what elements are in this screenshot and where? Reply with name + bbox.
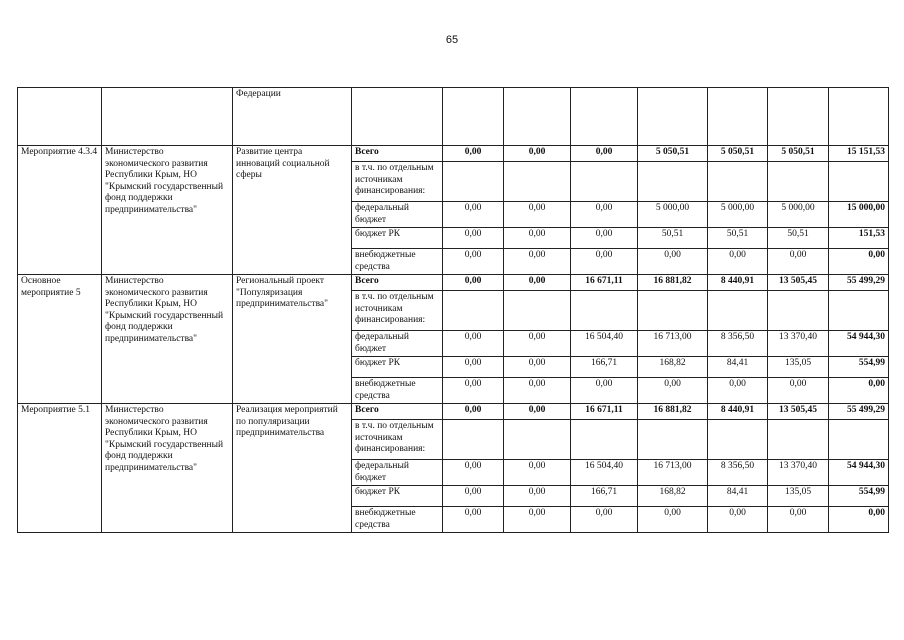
year-value-cell: 0,00: [504, 486, 571, 507]
year-value-cell: [768, 291, 829, 331]
funding-source-cell: внебюджетные средства: [352, 249, 443, 275]
carryover-row: [18, 88, 889, 146]
year-value-cell: [504, 420, 571, 460]
year-value-cell: [638, 420, 708, 460]
year-value-cell: 0,00: [571, 378, 638, 404]
year-value-cell: 0,00: [571, 228, 638, 249]
year-value-cell: [638, 291, 708, 331]
project-cell: Региональный проект "Популяризация предпринимательства": [233, 275, 352, 404]
event-cell: Основное мероприятие 5: [18, 275, 102, 404]
year-value-cell: 0,00: [443, 331, 504, 357]
year-value-cell: 0,00: [504, 228, 571, 249]
year-value-cell: 0,00: [443, 249, 504, 275]
funding-source-cell: Всего: [352, 146, 443, 162]
funding-source-cell: бюджет РК: [352, 228, 443, 249]
year-value-cell: [768, 420, 829, 460]
funding-source-cell: федеральный бюджет: [352, 331, 443, 357]
year-value-cell: 0,00: [768, 507, 829, 533]
event-cell: Мероприятие 4.3.4: [18, 146, 102, 275]
executor-cell: Министерство экономического развития Республики Крым, НО "Крымский государственный фонд поддержки предпринимательства": [102, 404, 233, 533]
year-value-cell: 0,00: [504, 378, 571, 404]
funding-source-cell: внебюджетные средства: [352, 507, 443, 533]
year-value-cell: 16 504,40: [571, 331, 638, 357]
total-value-cell: 54 944,30: [829, 460, 889, 486]
year-value-cell: 5 050,51: [638, 146, 708, 162]
year-value-cell: 0,00: [571, 249, 638, 275]
year-value-cell: 50,51: [708, 228, 768, 249]
year-value-cell: 0,00: [638, 378, 708, 404]
total-value-cell: 15 000,00: [829, 202, 889, 228]
year-value-cell: 0,00: [768, 378, 829, 404]
year-value-cell: 168,82: [638, 357, 708, 378]
year-value-cell: 16 671,11: [571, 275, 638, 291]
year-value-cell: 166,71: [571, 486, 638, 507]
funding-source-cell: федеральный бюджет: [352, 460, 443, 486]
year-value-cell: [708, 162, 768, 202]
year-value-cell: [443, 162, 504, 202]
year-value-cell: 0,00: [443, 275, 504, 291]
year-value-cell: 0,00: [504, 275, 571, 291]
funding-source-cell: бюджет РК: [352, 357, 443, 378]
year-value-cell: 0,00: [638, 507, 708, 533]
year-value-cell: 0,00: [443, 202, 504, 228]
table-row: [18, 404, 889, 420]
total-value-cell: 0,00: [829, 249, 889, 275]
total-value-cell: 0,00: [829, 378, 889, 404]
year-value-cell: 13 370,40: [768, 331, 829, 357]
year-value-cell: 16 881,82: [638, 404, 708, 420]
funding-source-cell: в т.ч. по отдельным источникам финансирования:: [352, 291, 443, 331]
year-value-cell: 13 505,45: [768, 275, 829, 291]
total-value-cell: 554,99: [829, 486, 889, 507]
year-value-cell: 16 713,00: [638, 331, 708, 357]
year-value-cell: 0,00: [504, 146, 571, 162]
total-value-cell: 55 499,29: [829, 404, 889, 420]
total-value-cell: 0,00: [829, 507, 889, 533]
year-value-cell: 168,82: [638, 486, 708, 507]
year-value-cell: 135,05: [768, 486, 829, 507]
year-value-cell: 0,00: [443, 357, 504, 378]
year-value-cell: 16 713,00: [638, 460, 708, 486]
year-value-cell: [768, 162, 829, 202]
funding-source-cell: внебюджетные средства: [352, 378, 443, 404]
year-value-cell: 16 881,82: [638, 275, 708, 291]
funding-source-cell: в т.ч. по отдельным источникам финансирования:: [352, 420, 443, 460]
year-value-cell: 0,00: [504, 507, 571, 533]
year-value-cell: 0,00: [504, 460, 571, 486]
year-value-cell: 8 440,91: [708, 275, 768, 291]
year-value-cell: 0,00: [571, 202, 638, 228]
year-value-cell: 16 504,40: [571, 460, 638, 486]
year-value-cell: [571, 162, 638, 202]
table-row: [18, 275, 889, 291]
year-value-cell: 8 356,50: [708, 331, 768, 357]
year-value-cell: 0,00: [708, 249, 768, 275]
year-value-cell: 5 050,51: [768, 146, 829, 162]
year-value-cell: 8 440,91: [708, 404, 768, 420]
year-value-cell: [443, 420, 504, 460]
funding-source-cell: Всего: [352, 404, 443, 420]
year-value-cell: 16 671,11: [571, 404, 638, 420]
year-value-cell: 5 000,00: [768, 202, 829, 228]
year-value-cell: 13 370,40: [768, 460, 829, 486]
year-value-cell: 0,00: [443, 378, 504, 404]
year-value-cell: 0,00: [768, 249, 829, 275]
carryover-executor-cell: [102, 88, 233, 146]
year-value-cell: 8 356,50: [708, 460, 768, 486]
year-value-cell: 0,00: [443, 404, 504, 420]
event-cell: Мероприятие 5.1: [18, 404, 102, 533]
year-value-cell: 0,00: [443, 507, 504, 533]
budget-table: [17, 87, 889, 533]
page-number: 65: [445, 34, 459, 46]
year-value-cell: 50,51: [638, 228, 708, 249]
total-value-cell: [829, 420, 889, 460]
executor-cell: Министерство экономического развития Республики Крым, НО "Крымский государственный фонд поддержки предпринимательства": [102, 146, 233, 275]
year-value-cell: [443, 291, 504, 331]
funding-source-cell: бюджет РК: [352, 486, 443, 507]
year-value-cell: 5 000,00: [638, 202, 708, 228]
executor-cell: Министерство экономического развития Республики Крым, НО "Крымский государственный фонд поддержки предпринимательства": [102, 275, 233, 404]
year-value-cell: 0,00: [443, 460, 504, 486]
year-value-cell: 0,00: [708, 378, 768, 404]
year-value-cell: [708, 420, 768, 460]
total-value-cell: [829, 291, 889, 331]
year-value-cell: 84,41: [708, 357, 768, 378]
year-value-cell: [504, 291, 571, 331]
total-value-cell: 151,53: [829, 228, 889, 249]
year-value-cell: 13 505,45: [768, 404, 829, 420]
year-value-cell: [571, 291, 638, 331]
carryover-event-cell: [18, 88, 102, 146]
project-cell: Реализация мероприятий по популяризации предпринимательства: [233, 404, 352, 533]
year-value-cell: 0,00: [638, 249, 708, 275]
year-value-cell: 0,00: [708, 507, 768, 533]
year-value-cell: 50,51: [768, 228, 829, 249]
year-value-cell: 5 000,00: [708, 202, 768, 228]
year-value-cell: 0,00: [504, 202, 571, 228]
year-value-cell: 0,00: [571, 146, 638, 162]
total-value-cell: 54 944,30: [829, 331, 889, 357]
total-value-cell: 15 151,53: [829, 146, 889, 162]
year-value-cell: 0,00: [443, 228, 504, 249]
year-value-cell: 0,00: [504, 249, 571, 275]
year-value-cell: [571, 420, 638, 460]
table-row: [18, 146, 889, 162]
year-value-cell: 0,00: [504, 331, 571, 357]
total-value-cell: 554,99: [829, 357, 889, 378]
year-value-cell: [708, 291, 768, 331]
carryover-project-cell: Федерации: [233, 88, 352, 146]
year-value-cell: 0,00: [571, 507, 638, 533]
year-value-cell: 5 050,51: [708, 146, 768, 162]
year-value-cell: 135,05: [768, 357, 829, 378]
year-value-cell: 84,41: [708, 486, 768, 507]
year-value-cell: 0,00: [504, 357, 571, 378]
year-value-cell: 0,00: [443, 146, 504, 162]
total-value-cell: 55 499,29: [829, 275, 889, 291]
project-cell: Развитие центра инноваций социальной сферы: [233, 146, 352, 275]
year-value-cell: [504, 162, 571, 202]
funding-source-cell: Всего: [352, 275, 443, 291]
funding-source-cell: в т.ч. по отдельным источникам финансирования:: [352, 162, 443, 202]
total-value-cell: [829, 162, 889, 202]
year-value-cell: 0,00: [504, 404, 571, 420]
year-value-cell: [638, 162, 708, 202]
funding-source-cell: федеральный бюджет: [352, 202, 443, 228]
year-value-cell: 166,71: [571, 357, 638, 378]
year-value-cell: 0,00: [443, 486, 504, 507]
